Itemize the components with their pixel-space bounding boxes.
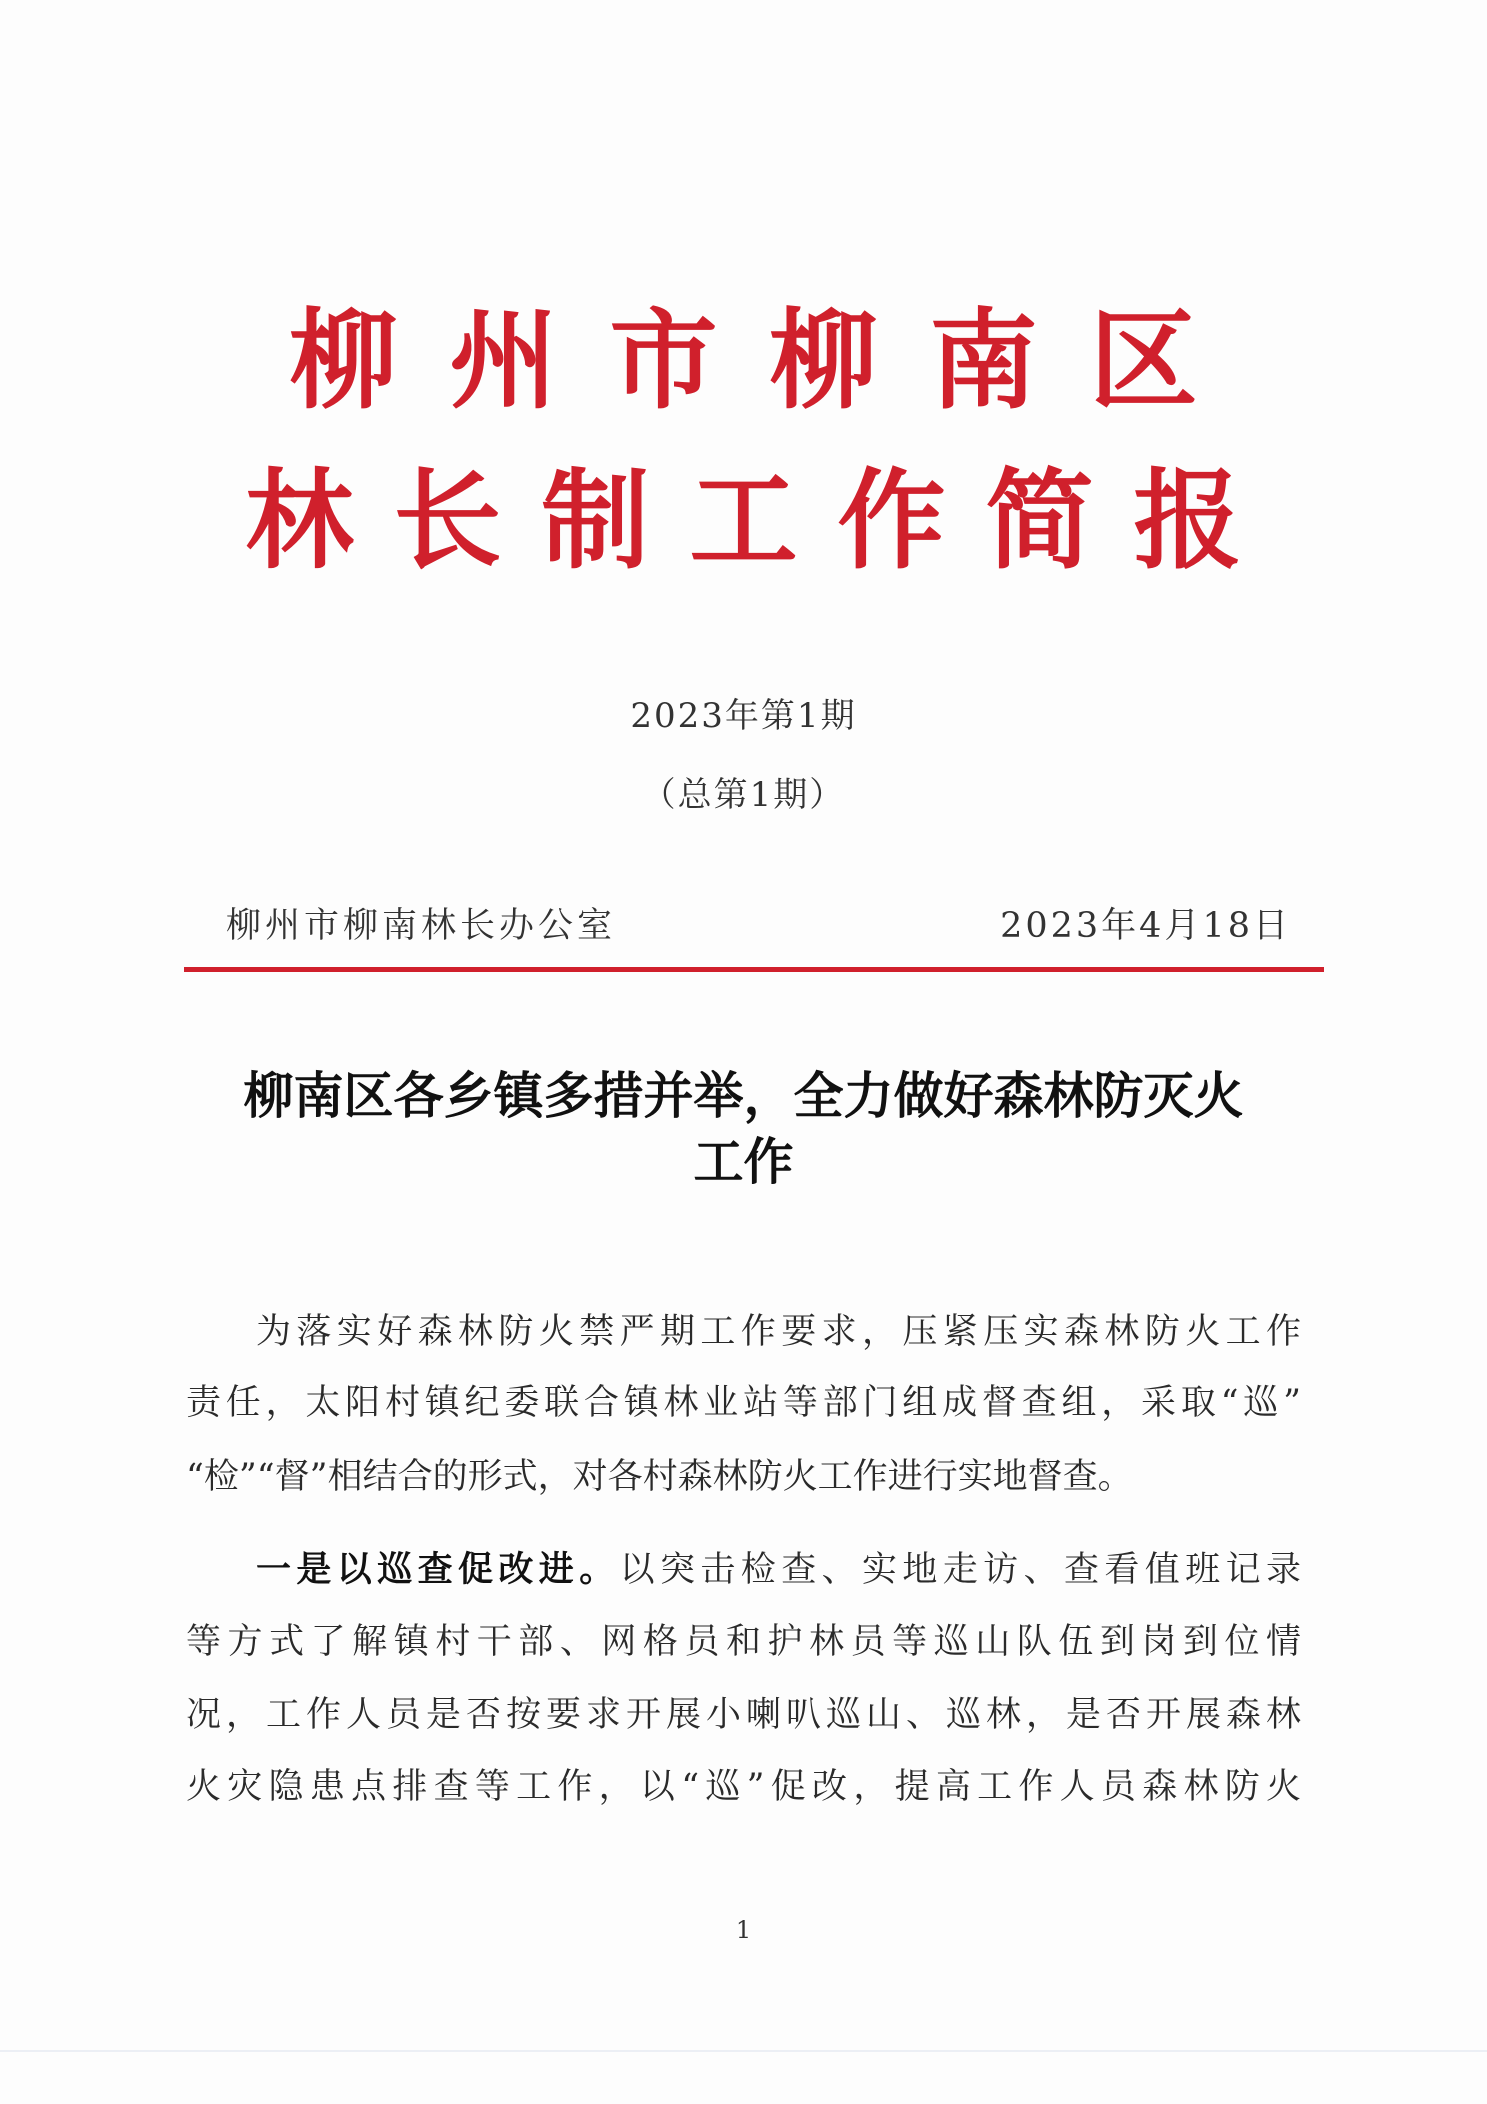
paragraph-2-lead: 一是以巡查促改进。 [256, 1549, 620, 1590]
paragraph-2-line-4: 火灾隐患点排查等工作，以“巡”促改，提高工作人员森林防火 [186, 1767, 1301, 1807]
paragraph-1-line-1: 为落实好森林防火禁严期工作要求，压紧压实森林防火工作 [256, 1312, 1301, 1352]
issue-date: 2023年4月18日 [1000, 906, 1291, 946]
issue-number: 2023年第1期 [630, 696, 857, 736]
masthead-title-line-1: 柳州市柳南区 [289, 299, 1250, 424]
paragraph-1-line-2: 责任，太阳村镇纪委联合镇林业站等部门组成督查组，采取“巡” [186, 1383, 1301, 1423]
paragraph-2-line-1-text: 以突击检查、实地走访、查看值班记录 [619, 1550, 1301, 1590]
page-edge [0, 2050, 1487, 2052]
page-number: 1 [735, 1916, 752, 1944]
issue-total-number: （总第1期） [641, 775, 846, 815]
paragraph-2-line-1 [256, 1548, 1301, 1592]
red-divider-line [184, 967, 1324, 972]
masthead-title-line-2: 林长制工作简报 [245, 459, 1282, 584]
paragraph-2-line-3: 况，工作人员是否按要求开展小喇叭巡山、巡林，是否开展森林 [186, 1695, 1301, 1735]
article-headline-line-1: 柳南区各乡镇多措并举，全力做好森林防灭火 [243, 1066, 1244, 1125]
article-headline-line-2: 工作 [693, 1132, 794, 1191]
paragraph-1-line-3: “检”“督”相结合的形式，对各村森林防火工作进行实地督查。 [186, 1457, 1133, 1497]
issuing-office: 柳州市柳南林长办公室 [226, 906, 617, 946]
paragraph-2-line-2: 等方式了解镇村干部、网格员和护林员等巡山队伍到岗到位情 [186, 1622, 1301, 1662]
